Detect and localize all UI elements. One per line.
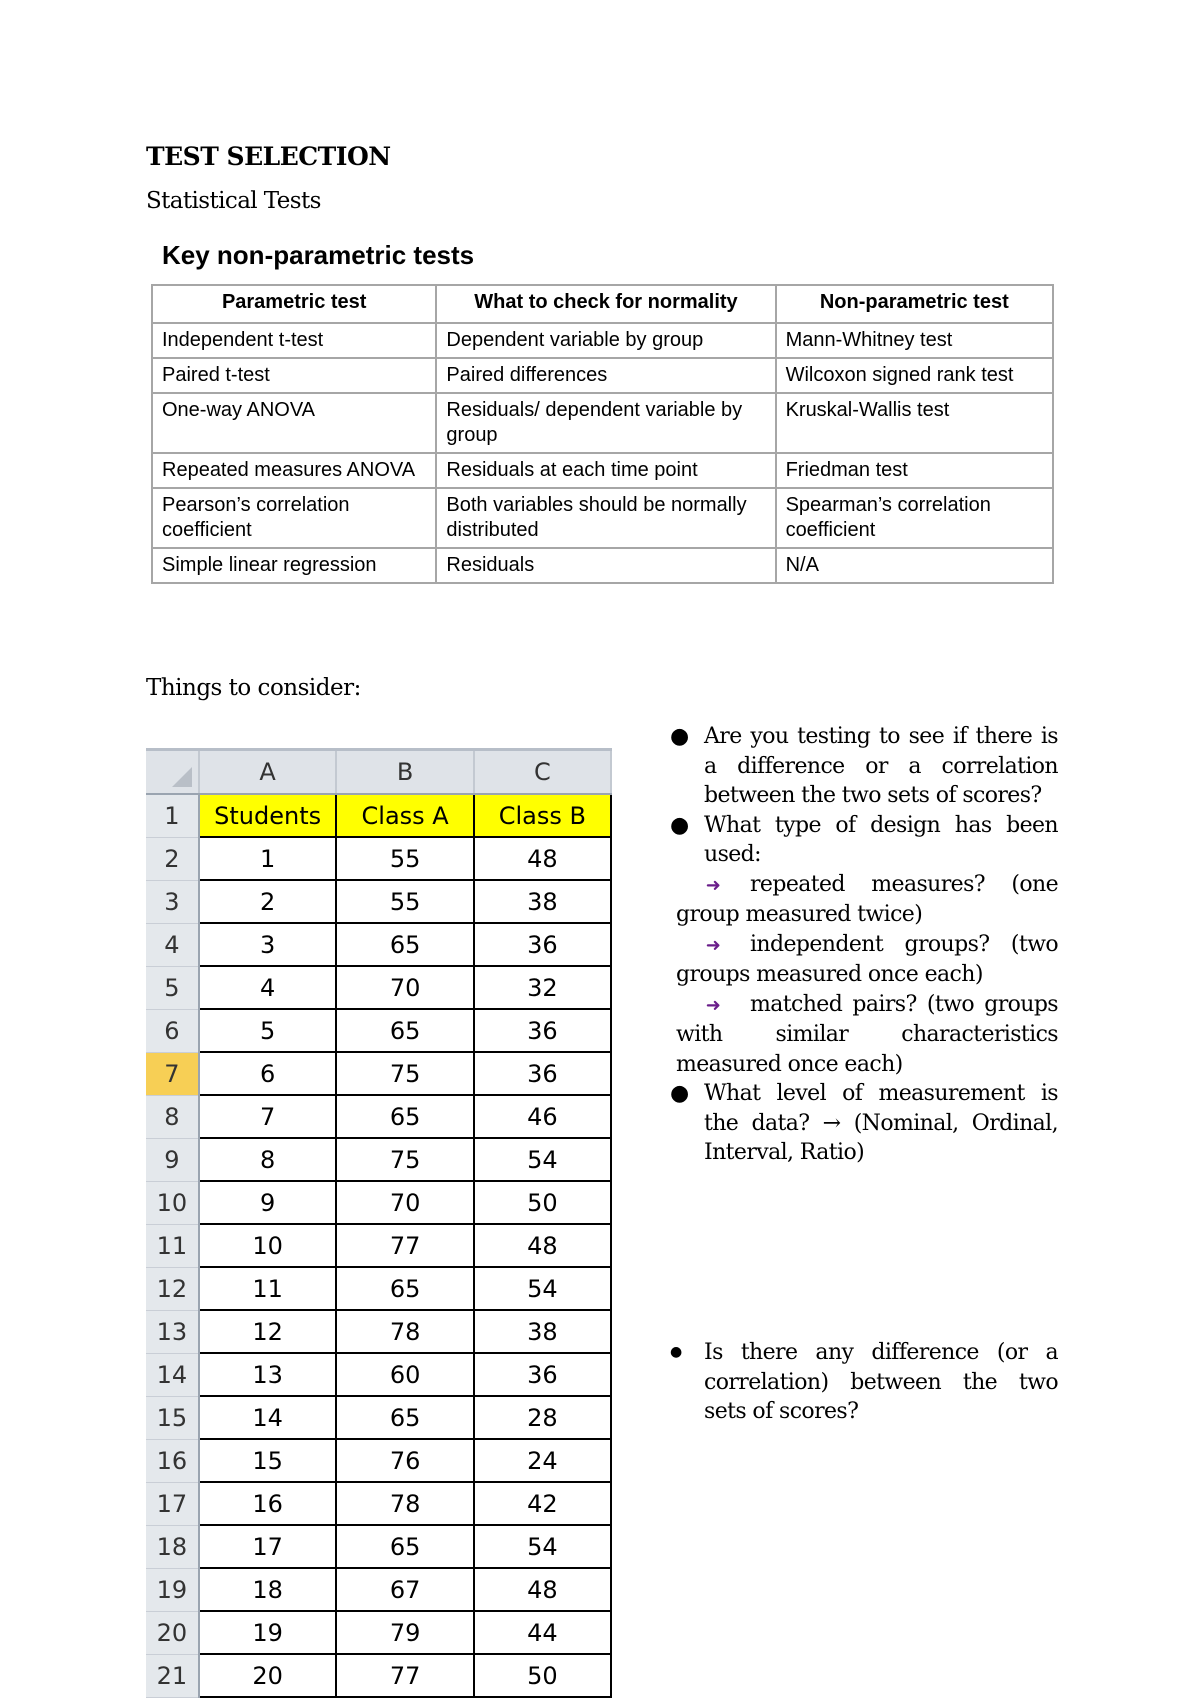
- select-all-corner[interactable]: [146, 751, 199, 794]
- row-number[interactable]: 16: [146, 1439, 199, 1482]
- considerations-list: [664, 722, 1058, 1168]
- table-cell: Paired differences: [436, 358, 775, 393]
- table-cell[interactable]: 76: [336, 1439, 473, 1482]
- table-row: [152, 453, 1053, 488]
- table-cell[interactable]: 50: [474, 1654, 611, 1697]
- table-row: [146, 1095, 611, 1138]
- spreadsheet: [146, 748, 612, 1698]
- tests-table-header: [152, 285, 1053, 323]
- row-number[interactable]: 19: [146, 1568, 199, 1611]
- page-subheading: Statistical Tests: [146, 188, 321, 214]
- table-row: [146, 1396, 611, 1439]
- table-cell: Friedman test: [776, 453, 1053, 488]
- select-all-icon: [172, 767, 192, 787]
- table-row: [152, 548, 1053, 583]
- cell-class-b-header[interactable]: Class B: [474, 794, 611, 837]
- page-heading: TEST SELECTION: [146, 142, 391, 171]
- row-number[interactable]: 11: [146, 1224, 199, 1267]
- table-cell[interactable]: 32: [474, 966, 611, 1009]
- table-cell[interactable]: 79: [336, 1611, 473, 1654]
- table-row: [146, 1353, 611, 1396]
- table-row: [146, 1568, 611, 1611]
- table-cell[interactable]: 77: [336, 1224, 473, 1267]
- table-cell[interactable]: 8: [199, 1138, 337, 1181]
- table-cell: Repeated measures ANOVA: [152, 453, 436, 488]
- design-repeated: repeated measures? (one group measured twice): [676, 871, 1058, 927]
- row-number[interactable]: 21: [146, 1654, 199, 1697]
- row-number[interactable]: 14: [146, 1353, 199, 1396]
- table-cell[interactable]: 1: [199, 837, 337, 880]
- table-cell[interactable]: 78: [336, 1310, 473, 1353]
- table-cell[interactable]: 75: [336, 1052, 473, 1095]
- bullet-icon: ●: [670, 724, 689, 749]
- column-header: What to check for normality: [436, 285, 775, 323]
- table-row: [146, 1009, 611, 1052]
- table-cell[interactable]: 48: [474, 1568, 611, 1611]
- table-cell[interactable]: 38: [474, 1310, 611, 1353]
- table-cell[interactable]: 60: [336, 1353, 473, 1396]
- row-number[interactable]: 20: [146, 1611, 199, 1654]
- table-cell: N/A: [776, 548, 1053, 583]
- table-cell[interactable]: 19: [199, 1611, 337, 1654]
- table-cell: Mann-Whitney test: [776, 323, 1053, 358]
- table-cell[interactable]: 10: [199, 1224, 337, 1267]
- bullet-icon: ●: [670, 812, 689, 838]
- table-cell[interactable]: 24: [474, 1439, 611, 1482]
- table-cell[interactable]: 54: [474, 1525, 611, 1568]
- table-cell[interactable]: 54: [474, 1267, 611, 1310]
- table-cell: Residuals at each time point: [436, 453, 775, 488]
- list-item: [664, 1079, 1058, 1168]
- column-header-a[interactable]: A: [199, 751, 337, 794]
- table-cell: Spearman’s correlation coefficient: [776, 488, 1053, 548]
- list-item: [664, 1338, 1058, 1427]
- table-cell[interactable]: 36: [474, 923, 611, 966]
- row-number[interactable]: 8: [146, 1095, 199, 1138]
- table-cell[interactable]: 65: [336, 1267, 473, 1310]
- table-cell[interactable]: 44: [474, 1611, 611, 1654]
- question-difference-or-correlation: Are you testing to see if there is a difference or a correlation between the two sets of scores?: [704, 724, 1058, 808]
- table-row: [146, 1482, 611, 1525]
- row-number[interactable]: 6: [146, 1009, 199, 1052]
- table-cell[interactable]: 36: [474, 1052, 611, 1095]
- table-cell[interactable]: 20: [199, 1654, 337, 1697]
- table-row: [146, 1181, 611, 1224]
- table-cell[interactable]: 65: [336, 1095, 473, 1138]
- table-cell[interactable]: 42: [474, 1482, 611, 1525]
- row-number[interactable]: 10: [146, 1181, 199, 1224]
- table-cell[interactable]: 14: [199, 1396, 337, 1439]
- cell-students-header[interactable]: Students: [199, 794, 337, 837]
- table-row: [146, 1224, 611, 1267]
- table-row: [146, 1267, 611, 1310]
- row-number[interactable]: 2: [146, 837, 199, 880]
- list-item: [664, 722, 1058, 811]
- table-cell[interactable]: 28: [474, 1396, 611, 1439]
- column-header-c[interactable]: C: [474, 751, 611, 794]
- question-design: What type of design has been used:: [704, 812, 1058, 867]
- bullet-icon: ●: [670, 1344, 682, 1360]
- table-cell[interactable]: 12: [199, 1310, 337, 1353]
- table-cell[interactable]: 7: [199, 1095, 337, 1138]
- table-cell: Dependent variable by group: [436, 323, 775, 358]
- row-number[interactable]: 12: [146, 1267, 199, 1310]
- table-cell: Wilcoxon signed rank test: [776, 358, 1053, 393]
- table-cell[interactable]: 55: [336, 880, 473, 923]
- question-measurement-level: What level of measurement is the data? → (Nominal, Ordinal, Interval, Ratio): [704, 1081, 1058, 1165]
- table-cell[interactable]: 67: [336, 1568, 473, 1611]
- table-row: [146, 1052, 611, 1095]
- question-any-difference: Is there any difference (or a correlation) between the two sets of scores?: [704, 1340, 1058, 1424]
- table-cell: Paired t-test: [152, 358, 436, 393]
- row-number[interactable]: 1: [146, 794, 199, 837]
- table-row: [146, 923, 611, 966]
- sub-list-item: [664, 990, 1058, 1080]
- row-number[interactable]: 13: [146, 1310, 199, 1353]
- cell-class-a-header[interactable]: Class A: [336, 794, 473, 837]
- table-cell[interactable]: 9: [199, 1181, 337, 1224]
- table-cell[interactable]: 17: [199, 1525, 337, 1568]
- table-cell[interactable]: 16: [199, 1482, 337, 1525]
- design-independent: independent groups? (two groups measured once each): [676, 931, 1058, 987]
- table-cell[interactable]: 70: [336, 966, 473, 1009]
- table-row: [152, 488, 1053, 548]
- table-cell[interactable]: 65: [336, 1009, 473, 1052]
- table-cell[interactable]: 6: [199, 1052, 337, 1095]
- tests-table-title: Key non-parametric tests: [162, 240, 475, 270]
- row-number[interactable]: 17: [146, 1482, 199, 1525]
- table-cell[interactable]: 46: [474, 1095, 611, 1138]
- table-row: [146, 1525, 611, 1568]
- table-row: [146, 880, 611, 923]
- sub-list-item: [664, 930, 1058, 990]
- tests-table: [151, 284, 1054, 584]
- table-cell[interactable]: 65: [336, 1525, 473, 1568]
- table-cell: Residuals: [436, 548, 775, 583]
- table-cell[interactable]: 36: [474, 1009, 611, 1052]
- table-cell[interactable]: 54: [474, 1138, 611, 1181]
- table-cell: One-way ANOVA: [152, 393, 436, 453]
- row-number[interactable]: 4: [146, 923, 199, 966]
- row-number[interactable]: 18: [146, 1525, 199, 1568]
- row-number[interactable]: 15: [146, 1396, 199, 1439]
- table-cell[interactable]: 70: [336, 1181, 473, 1224]
- table-cell[interactable]: 18: [199, 1568, 337, 1611]
- table-cell: Pearson’s correlation coefficient: [152, 488, 436, 548]
- row-number[interactable]: 9: [146, 1138, 199, 1181]
- table-row: [146, 966, 611, 1009]
- design-matched: matched pairs? (two groups with similar characteristics measured once each): [676, 991, 1058, 1077]
- table-cell[interactable]: 55: [336, 837, 473, 880]
- table-cell: Simple linear regression: [152, 548, 436, 583]
- table-row: [146, 1611, 611, 1654]
- things-to-consider-label: Things to consider:: [146, 675, 361, 701]
- table-cell[interactable]: 2: [199, 880, 337, 923]
- table-row: [152, 358, 1053, 393]
- table-cell[interactable]: 15: [199, 1439, 337, 1482]
- table-cell[interactable]: 11: [199, 1267, 337, 1310]
- table-cell[interactable]: 75: [336, 1138, 473, 1181]
- table-cell[interactable]: 36: [474, 1353, 611, 1396]
- table-cell[interactable]: 65: [336, 923, 473, 966]
- table-cell[interactable]: 13: [199, 1353, 337, 1396]
- table-row: [146, 837, 611, 880]
- table-cell[interactable]: 48: [474, 837, 611, 880]
- table-row: [152, 323, 1053, 358]
- table-row: [146, 1439, 611, 1482]
- row-number[interactable]: 5: [146, 966, 199, 1009]
- arrow-bullet-icon: ➜: [705, 874, 721, 896]
- table-cell[interactable]: 77: [336, 1654, 473, 1697]
- table-cell[interactable]: 5: [199, 1009, 337, 1052]
- sub-list-item: [664, 870, 1058, 930]
- table-cell[interactable]: 65: [336, 1396, 473, 1439]
- table-row: [146, 1138, 611, 1181]
- row-number[interactable]: 7: [146, 1052, 199, 1095]
- table-row: [146, 1654, 611, 1697]
- column-header-row: [146, 751, 611, 794]
- sheet-header-row: [146, 794, 611, 837]
- table-cell[interactable]: 78: [336, 1482, 473, 1525]
- table-row: [152, 393, 1053, 453]
- bullet-icon: ●: [670, 1081, 689, 1106]
- arrow-bullet-icon: ➜: [705, 994, 721, 1016]
- table-cell: Residuals/ dependent variable by group: [436, 393, 775, 453]
- table-row: [146, 1310, 611, 1353]
- table-cell: Both variables should be normally distributed: [436, 488, 775, 548]
- list-item: [664, 811, 1058, 870]
- final-question: [664, 1338, 1058, 1427]
- column-header: Parametric test: [152, 285, 436, 323]
- table-cell[interactable]: 4: [199, 966, 337, 1009]
- table-cell[interactable]: 50: [474, 1181, 611, 1224]
- arrow-bullet-icon: ➜: [705, 934, 721, 956]
- spreadsheet-grid: [146, 751, 612, 1698]
- table-cell[interactable]: 48: [474, 1224, 611, 1267]
- row-number[interactable]: 3: [146, 880, 199, 923]
- column-header-b[interactable]: B: [336, 751, 473, 794]
- table-cell[interactable]: 3: [199, 923, 337, 966]
- column-header: Non-parametric test: [776, 285, 1053, 323]
- table-cell[interactable]: 38: [474, 880, 611, 923]
- table-cell: Kruskal-Wallis test: [776, 393, 1053, 453]
- table-cell: Independent t-test: [152, 323, 436, 358]
